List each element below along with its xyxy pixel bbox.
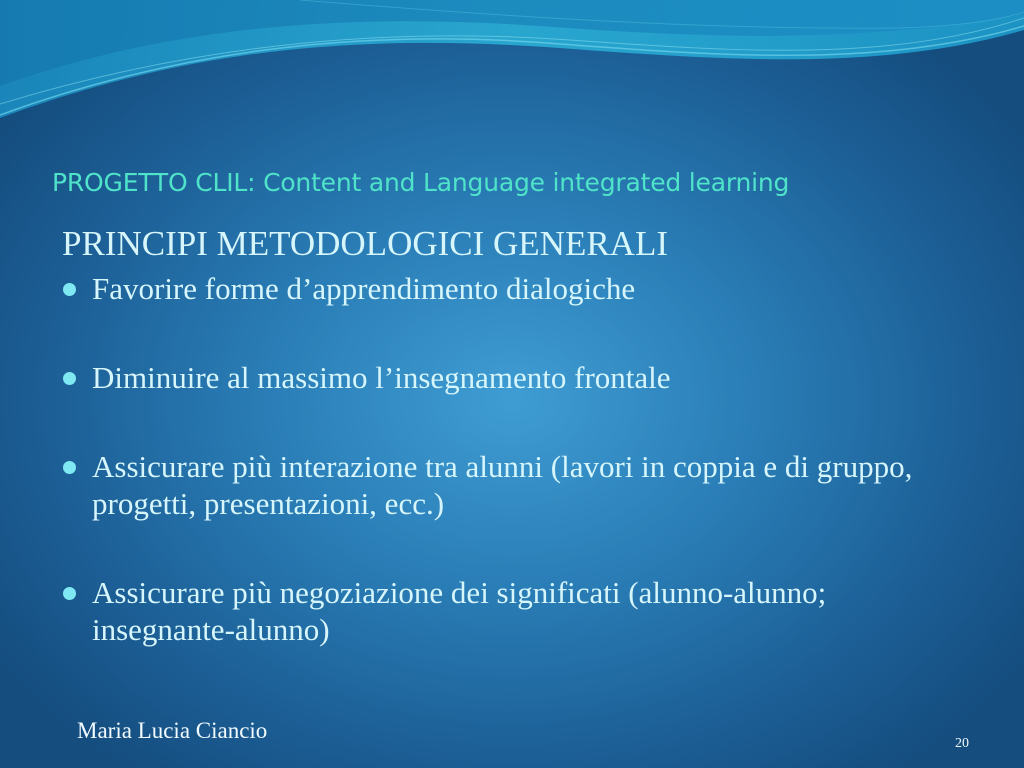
bullet-dot-icon xyxy=(63,372,76,385)
decorative-wave-header xyxy=(0,0,1024,140)
bullet-text: Favorire forme d’apprendimento dialogiche xyxy=(92,271,636,306)
section-heading: PRINCIPI METODOLOGICI GENERALI xyxy=(62,224,668,263)
bullet-text: Assicurare più interazione tra alunni (lavori in coppia e di gruppo, progetti, presentazioni, ecc.) xyxy=(92,449,913,521)
bullet-dot-icon xyxy=(63,587,76,600)
page-number: 20 xyxy=(955,736,969,751)
slide-title: PROGETTO CLIL: Content and Language integrated learning xyxy=(52,168,790,197)
bullet-dot-icon xyxy=(63,283,76,296)
bullet-item xyxy=(62,448,972,522)
bullet-text: Diminuire al massimo l’insegnamento frontale xyxy=(92,360,671,395)
bullet-dot-icon xyxy=(63,461,76,474)
author-footer: Maria Lucia Ciancio xyxy=(77,718,268,743)
slide-body xyxy=(62,222,972,700)
bullet-list xyxy=(62,270,972,648)
bullet-item xyxy=(62,359,972,396)
bullet-text: Assicurare più negoziazione dei significati (alunno-alunno; insegnante-alunno) xyxy=(92,575,827,647)
bullet-item xyxy=(62,574,972,648)
bullet-item xyxy=(62,270,972,307)
